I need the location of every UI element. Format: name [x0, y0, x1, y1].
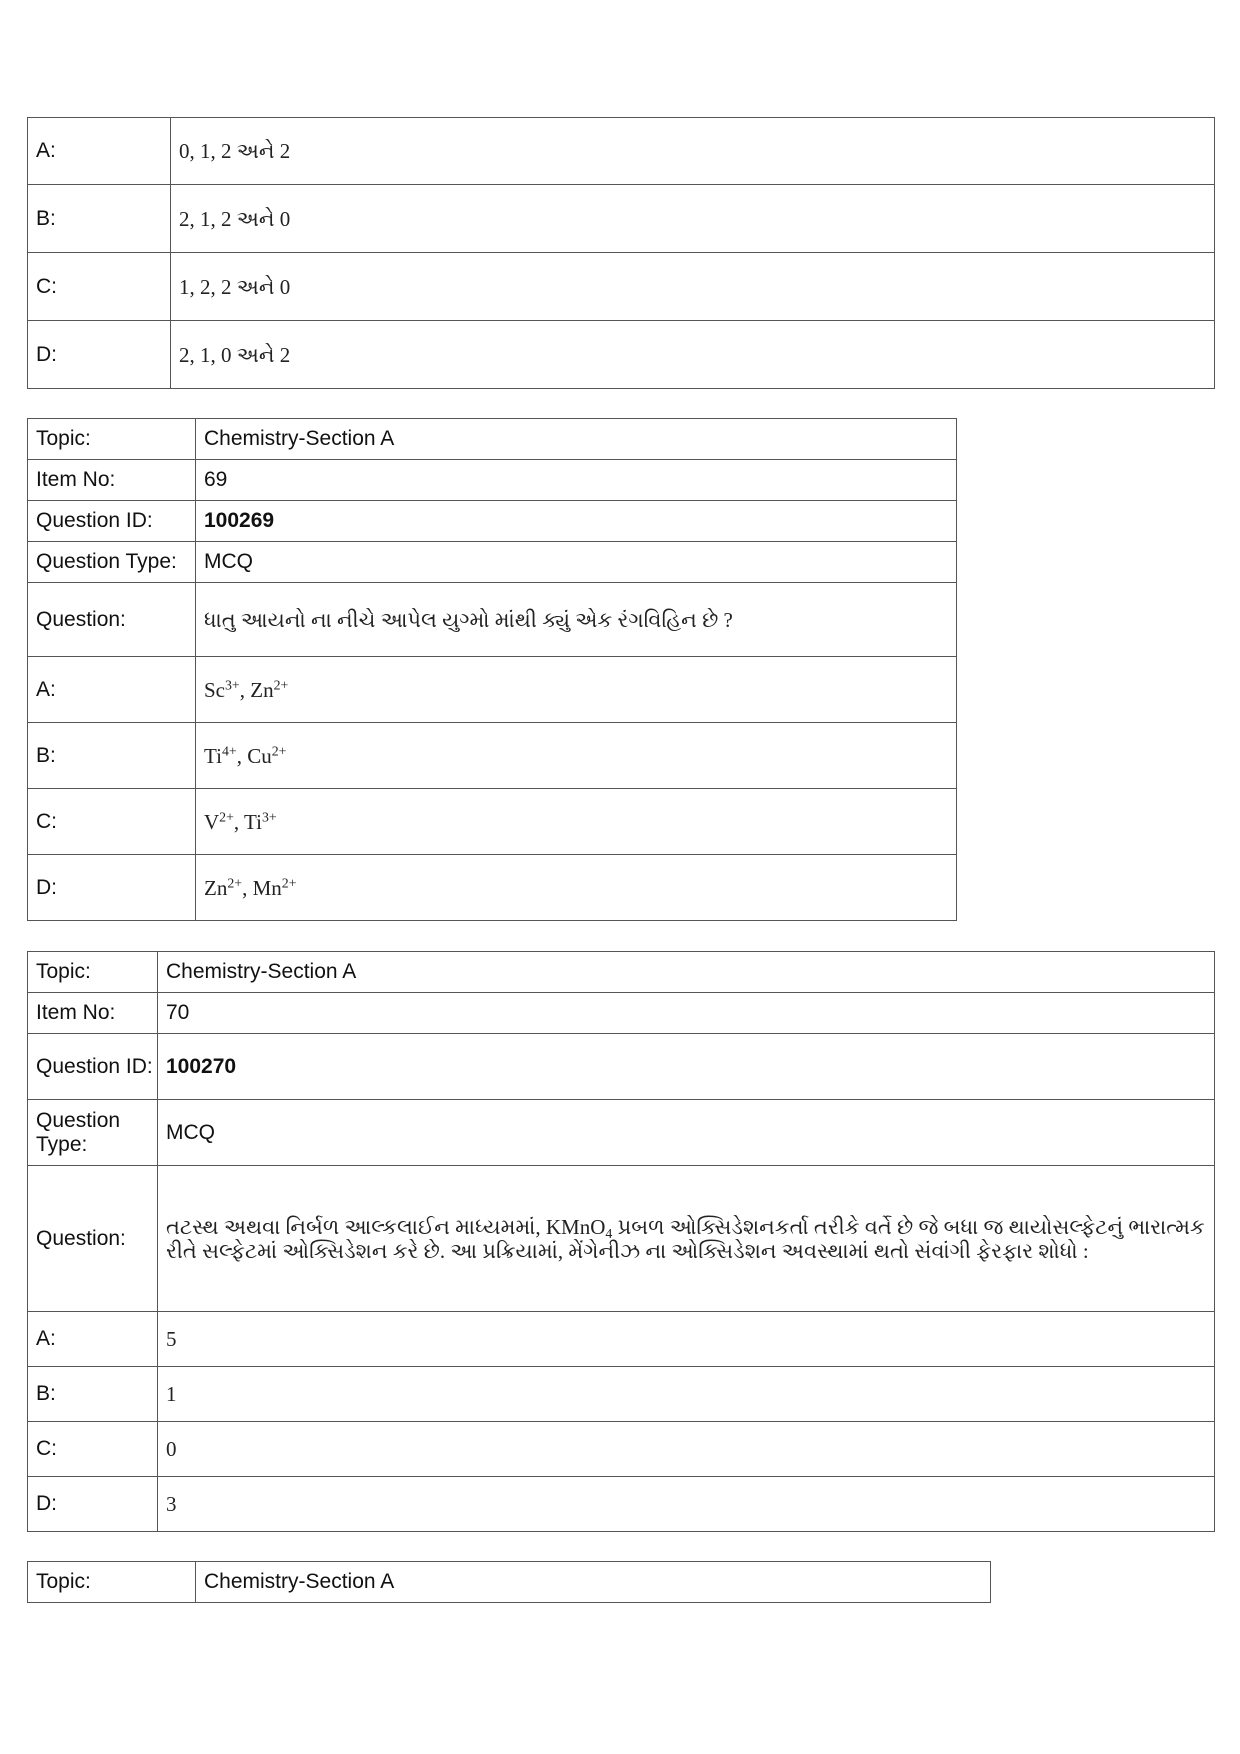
option-text: 1	[158, 1367, 1215, 1422]
question-id-label: Question ID:	[28, 501, 196, 542]
topic-value: Chemistry-Section A	[196, 419, 957, 460]
question-table-70	[27, 951, 1215, 1532]
option-text: 1, 2, 2 અને 0	[171, 253, 1215, 321]
option-row	[28, 657, 957, 723]
option-label: B:	[28, 185, 171, 253]
option-label: C:	[28, 789, 196, 855]
option-label: C:	[28, 253, 171, 321]
question-id-value: 100270	[158, 1034, 1215, 1100]
option-row	[28, 321, 1215, 389]
option-text: $Ti^{4+}$, $Cu^{2+}$	[196, 723, 957, 789]
question-text: ધાતુ આયનો ના નીચે આપેલ યુગ્મો માંથી ક્યું એક રંગવિહિન છે ?	[196, 583, 957, 657]
option-text: 5	[158, 1312, 1215, 1367]
item-no-value: 70	[158, 993, 1215, 1034]
question-type-label: Question Type:	[28, 1100, 158, 1166]
option-row	[28, 1422, 1215, 1477]
question-id-value: 100269	[196, 501, 957, 542]
option-text: $Zn^{2+}$, $Mn^{2+}$	[196, 855, 957, 921]
option-row	[28, 789, 957, 855]
option-text: $Sc^{3+}$, $Zn^{2+}$	[196, 657, 957, 723]
item-no-value: 69	[196, 460, 957, 501]
option-label: A:	[28, 1312, 158, 1367]
option-row	[28, 253, 1215, 321]
option-text: 3	[158, 1477, 1215, 1532]
option-row	[28, 1477, 1215, 1532]
option-row	[28, 1312, 1215, 1367]
topic-label: Topic:	[28, 1562, 196, 1603]
option-text: 0, 1, 2 અને 2	[171, 118, 1215, 185]
option-row	[28, 118, 1215, 185]
topic-label: Topic:	[28, 952, 158, 993]
option-label: D:	[28, 855, 196, 921]
option-text: 2, 1, 2 અને 0	[171, 185, 1215, 253]
topic-label: Topic:	[28, 419, 196, 460]
question-type-value: MCQ	[196, 542, 957, 583]
option-row	[28, 1367, 1215, 1422]
option-text: 2, 1, 0 અને 2	[171, 321, 1215, 389]
question-label: Question:	[28, 583, 196, 657]
option-label: D:	[28, 321, 171, 389]
option-row	[28, 723, 957, 789]
options-table-prev	[27, 117, 1215, 389]
option-label: B:	[28, 1367, 158, 1422]
option-text: $V^{2+}$, $Ti^{3+}$	[196, 789, 957, 855]
question-table-next	[27, 1561, 991, 1603]
question-label: Question:	[28, 1166, 158, 1312]
question-type-label: Question Type:	[28, 542, 196, 583]
option-label: D:	[28, 1477, 158, 1532]
item-no-label: Item No:	[28, 993, 158, 1034]
question-text: તટસ્થ અથવા નિર્બળ આલ્કલાઈન માધ્યમમાં, KMnO$_4$ પ્રબળ ઓક્સિડેશનકર્તા તરીકે વર્તે છે જે બધા જ થાયોસલ્ફેટનું ભારાત્મક રીતે સલ્ફેટમાં ઓક્સિડેશન કરે છે. આ પ્રક્રિયામાં, મેંગેનીઝ ના ઓક્સિડેશન અવસ્થામાં થતો સંવાંગી ફેરફાર શોધો :	[158, 1166, 1215, 1312]
topic-value: Chemistry-Section A	[196, 1562, 991, 1603]
option-text: 0	[158, 1422, 1215, 1477]
option-label: B:	[28, 723, 196, 789]
option-row	[28, 185, 1215, 253]
question-id-label: Question ID:	[28, 1034, 158, 1100]
item-no-label: Item No:	[28, 460, 196, 501]
question-table-69	[27, 418, 957, 921]
topic-value: Chemistry-Section A	[158, 952, 1215, 993]
option-label: A:	[28, 118, 171, 185]
question-type-value: MCQ	[158, 1100, 1215, 1166]
option-label: A:	[28, 657, 196, 723]
option-row	[28, 855, 957, 921]
option-label: C:	[28, 1422, 158, 1477]
